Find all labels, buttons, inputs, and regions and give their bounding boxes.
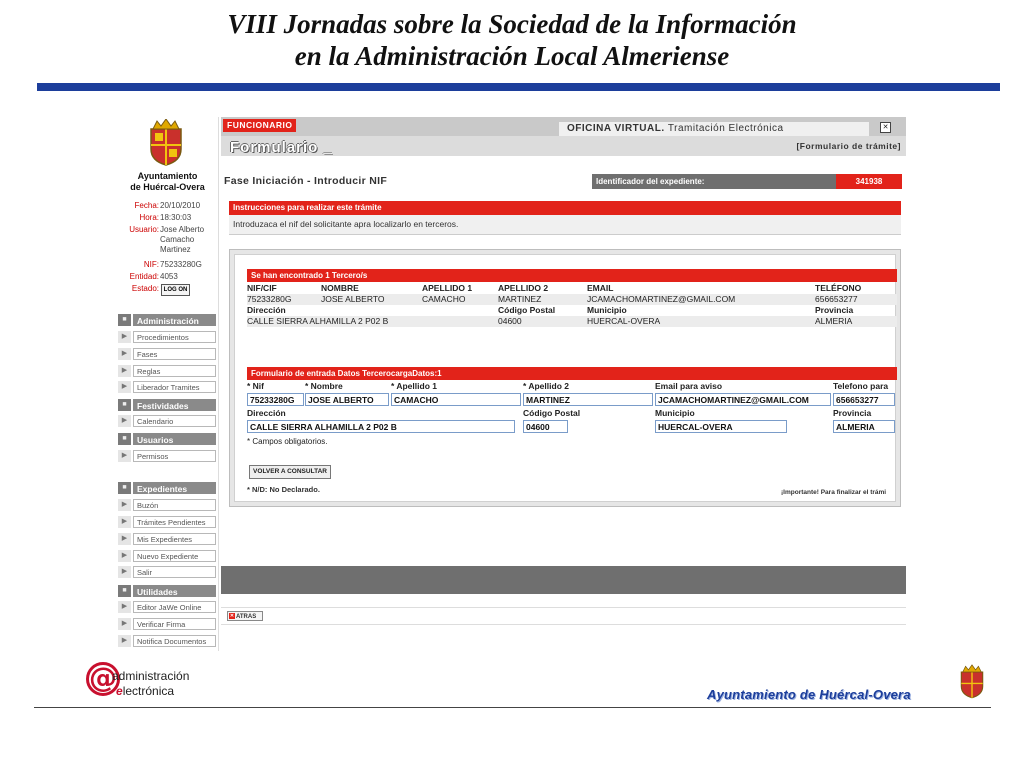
play-arrow-icon: ▶ <box>118 618 131 630</box>
logo-text-line-2-rest: lectrónica <box>122 684 175 698</box>
label-apellido2: * Apellido 2 <box>523 381 569 391</box>
sidebar-item-fases[interactable] <box>117 347 218 361</box>
sidebar-item-label: Trámites Pendientes <box>133 516 216 528</box>
sidebar-item-label: Festividades <box>133 399 216 411</box>
sidebar-item-tramites-pendientes[interactable] <box>117 515 218 529</box>
back-icon: ✕ <box>229 613 235 619</box>
cell-apellido1: CAMACHO <box>422 294 466 304</box>
instructions-header: Instrucciones para realizar este trámite <box>229 201 901 215</box>
sidebar-item-label: Nuevo Expediente <box>133 550 216 562</box>
cell-nif: 75233280G <box>247 294 292 304</box>
sidebar-item-label: Buzón <box>133 499 216 511</box>
play-arrow-icon: ▶ <box>118 635 131 647</box>
sidebar-item-calendario[interactable] <box>117 414 218 428</box>
sidebar-item-usuarios[interactable] <box>117 432 218 446</box>
play-arrow-icon: ▶ <box>118 533 131 545</box>
sidebar-item-salir[interactable] <box>117 565 218 579</box>
section-square-icon: ■ <box>118 399 131 411</box>
terceros-found-header: Se han encontrado 1 Tercero/s <box>247 269 897 282</box>
sidebar-item-label: Calendario <box>133 415 216 427</box>
sidebar-item-liberador-tramites[interactable] <box>117 380 218 394</box>
apellido1-input[interactable]: CAMACHO <box>391 393 521 406</box>
label-provincia: Provincia <box>833 408 872 418</box>
instructions-text: Introduzaca el nif del solicitante apra localizarlo en terceros. <box>229 215 901 235</box>
footer-org-name: Ayuntamiento de Huércal-Overa <box>707 687 911 702</box>
info-value: Jose Alberto Camacho Martinez <box>160 225 205 254</box>
label-codigo-postal: Código Postal <box>523 408 581 418</box>
col-header-municipio: Municipio <box>587 305 627 315</box>
nd-note: * N/D: No Declarado. <box>247 485 320 494</box>
play-arrow-icon: ▶ <box>118 365 131 377</box>
label-direccion: Dirección <box>247 408 286 418</box>
nombre-input[interactable]: JOSE ALBERTO <box>305 393 389 406</box>
cell-nombre: JOSE ALBERTO <box>321 294 385 304</box>
col-header-provincia: Provincia <box>815 305 854 315</box>
sidebar-item-label: Procedimientos <box>133 331 216 343</box>
telefono-input[interactable]: 656653277 <box>833 393 895 406</box>
sidebar-item-buzon[interactable] <box>117 498 218 512</box>
close-icon[interactable]: ✕ <box>880 122 891 133</box>
phase-title: Fase Iniciación - Introducir NIF <box>224 175 388 187</box>
cell-direccion: CALLE SIERRA ALHAMILLA 2 P02 B <box>247 316 389 326</box>
logo-text-line-2 <box>116 684 174 698</box>
apellido2-input[interactable]: MARTINEZ <box>523 393 653 406</box>
sidebar-item-label: Permisos <box>133 450 216 462</box>
tercero-panel <box>229 249 901 507</box>
municipio-input[interactable]: HUERCAL-OVERA <box>655 420 787 433</box>
info-value: 20/10/2010 <box>160 201 201 210</box>
tab-funcionario[interactable]: FUNCIONARIO <box>223 119 296 132</box>
sidebar-item-label: Mis Expedientes <box>133 533 216 545</box>
section-square-icon: ■ <box>118 482 131 494</box>
org-name-line-1: Ayuntamiento <box>137 171 198 181</box>
sidebar-item-label: Fases <box>133 348 216 360</box>
email-input[interactable]: JCAMACHOMARTINEZ@GMAIL.COM <box>655 393 831 406</box>
col-header-apellido1: APELLIDO 1 <box>422 283 473 293</box>
play-arrow-icon: ▶ <box>118 566 131 578</box>
info-label: Fecha: <box>134 201 159 210</box>
sidebar-item-festividades[interactable] <box>117 398 218 412</box>
footer-divider <box>34 707 991 708</box>
important-note: ¡Importante! Para finalizar el trámi <box>781 489 887 496</box>
cell-email: JCAMACHOMARTINEZ@GMAIL.COM <box>587 294 736 304</box>
oficina-title-sub: Tramitación Electrónica <box>667 123 784 134</box>
play-arrow-icon: ▶ <box>118 415 131 427</box>
form-entry-header: Formulario de entrada Datos TercerocargaDatos:1 <box>247 367 897 380</box>
org-name <box>117 171 218 193</box>
play-arrow-icon: ▶ <box>118 550 131 562</box>
cell-provincia: ALMERIA <box>815 316 853 326</box>
cell-codigo-postal: 04600 <box>498 316 522 326</box>
form-banner <box>221 136 906 156</box>
cell-municipio: HUERCAL-OVERA <box>587 316 661 326</box>
sidebar-item-label: Notifica Documentos <box>133 635 216 647</box>
app-screenshot <box>117 117 906 651</box>
sidebar-item-label: Utilidades <box>133 585 216 597</box>
label-email: Email para aviso <box>655 381 723 391</box>
section-square-icon: ■ <box>118 314 131 326</box>
col-header-apellido2: APELLIDO 2 <box>498 283 549 293</box>
codigo-postal-input[interactable]: 04600 <box>523 420 568 433</box>
play-arrow-icon: ▶ <box>118 381 131 393</box>
nif-input[interactable]: 75233280G <box>247 393 304 406</box>
sidebar-item-label: Salir <box>133 566 216 578</box>
sidebar-item-label: Usuarios <box>133 433 216 445</box>
sidebar-item-label: Administración <box>133 314 216 326</box>
play-arrow-icon: ▶ <box>118 516 131 528</box>
form-title: Formulario _ <box>230 139 333 156</box>
col-header-direccion: Dirección <box>247 305 286 315</box>
nav-bar <box>221 607 906 625</box>
col-header-nif: NIF/CIF <box>247 283 277 293</box>
logo-e-prefix: e <box>116 684 123 698</box>
info-value: 4053 <box>160 272 178 281</box>
sidebar-item-label: Reglas <box>133 365 216 377</box>
sidebar-item-utilidades[interactable] <box>117 584 218 598</box>
info-label: Hora: <box>139 213 159 222</box>
label-nombre: * Nombre <box>305 381 343 391</box>
sidebar-item-administracion[interactable] <box>117 313 218 327</box>
logo-text-line-1: administración <box>112 669 190 683</box>
info-value: 75233280G <box>160 260 202 269</box>
oficina-virtual-title <box>559 122 869 136</box>
sidebar-item-mis-expedientes[interactable] <box>117 532 218 546</box>
oficina-title-bold: OFICINA VIRTUAL. <box>567 123 665 134</box>
footer-band <box>221 566 906 594</box>
section-square-icon: ■ <box>118 585 131 597</box>
org-name-line-2: de Huércal-Overa <box>130 182 205 192</box>
label-telefono: Telefono para <box>833 381 889 391</box>
info-label: Usuario: <box>129 225 159 234</box>
atras-button[interactable] <box>227 611 263 621</box>
label-nif: * Nif <box>247 381 264 391</box>
coat-of-arms-icon <box>957 663 987 701</box>
info-value: 18:30:03 <box>160 213 192 222</box>
play-arrow-icon: ▶ <box>118 450 131 462</box>
play-arrow-icon: ▶ <box>118 601 131 613</box>
play-arrow-icon: ▶ <box>118 499 131 511</box>
top-bar <box>221 117 906 136</box>
label-municipio: Municipio <box>655 408 695 418</box>
slide-title-line-1: VIII Jornadas sobre la Sociedad de la Información <box>227 9 797 39</box>
atras-label: ATRAS <box>236 614 257 620</box>
sidebar-item-procedimientos[interactable] <box>117 330 218 344</box>
label-apellido1: * Apellido 1 <box>391 381 437 391</box>
info-label: NIF: <box>143 260 159 269</box>
coat-of-arms-icon <box>145 119 187 167</box>
section-square-icon: ■ <box>118 433 131 445</box>
title-divider-bar <box>37 83 1000 91</box>
required-fields-note: * Campos obligatorios. <box>247 437 328 446</box>
sidebar-item-reglas[interactable] <box>117 364 218 378</box>
cell-telefono: 656653277 <box>815 294 858 304</box>
main-content <box>221 117 906 651</box>
sidebar-item-label: Verificar Firma <box>133 618 216 630</box>
sidebar-item-label: Expedientes <box>133 482 216 494</box>
info-label: Entidad: <box>129 272 159 281</box>
sidebar-item-notifica-documentos[interactable] <box>117 634 218 648</box>
sidebar-item-editor-jawe-online[interactable] <box>117 600 218 614</box>
play-arrow-icon: ▶ <box>118 348 131 360</box>
cell-apellido2: MARTINEZ <box>498 294 542 304</box>
expediente-label: Identificador del expediente: <box>592 174 836 189</box>
col-header-email: EMAIL <box>587 283 614 293</box>
slide-title <box>0 8 1024 72</box>
sidebar-item-label: Liberador Tramites <box>133 381 216 393</box>
provincia-input[interactable]: ALMERIA <box>833 420 895 433</box>
sidebar-item-nuevo-expediente[interactable] <box>117 549 218 563</box>
tercero-panel-inner <box>234 254 896 502</box>
direccion-input[interactable]: CALLE SIERRA ALHAMILLA 2 P02 B <box>247 420 515 433</box>
col-header-codigo-postal: Código Postal <box>498 305 556 315</box>
sidebar-item-expedientes[interactable] <box>117 481 218 495</box>
at-sign-icon: @ <box>86 662 120 696</box>
sidebar-item-label: Editor JaWe Online <box>133 601 216 613</box>
logon-button[interactable]: LOG ON <box>161 284 190 296</box>
col-header-nombre: NOMBRE <box>321 283 359 293</box>
form-type-label: [Formulario de trámite] <box>796 141 901 151</box>
col-header-telefono: TELÉFONO <box>815 283 862 293</box>
play-arrow-icon: ▶ <box>118 331 131 343</box>
expediente-id: 341938 <box>836 174 902 189</box>
left-sidebar <box>117 117 219 651</box>
sidebar-item-permisos[interactable] <box>117 449 218 463</box>
slide-title-line-2: en la Administración Local Almeriense <box>294 41 730 71</box>
sidebar-item-verificar-firma[interactable] <box>117 617 218 631</box>
info-label: Estado: <box>131 284 159 293</box>
volver-a-consultar-button[interactable]: VOLVER A CONSULTAR <box>249 465 331 479</box>
administracion-electronica-logo <box>86 660 216 706</box>
